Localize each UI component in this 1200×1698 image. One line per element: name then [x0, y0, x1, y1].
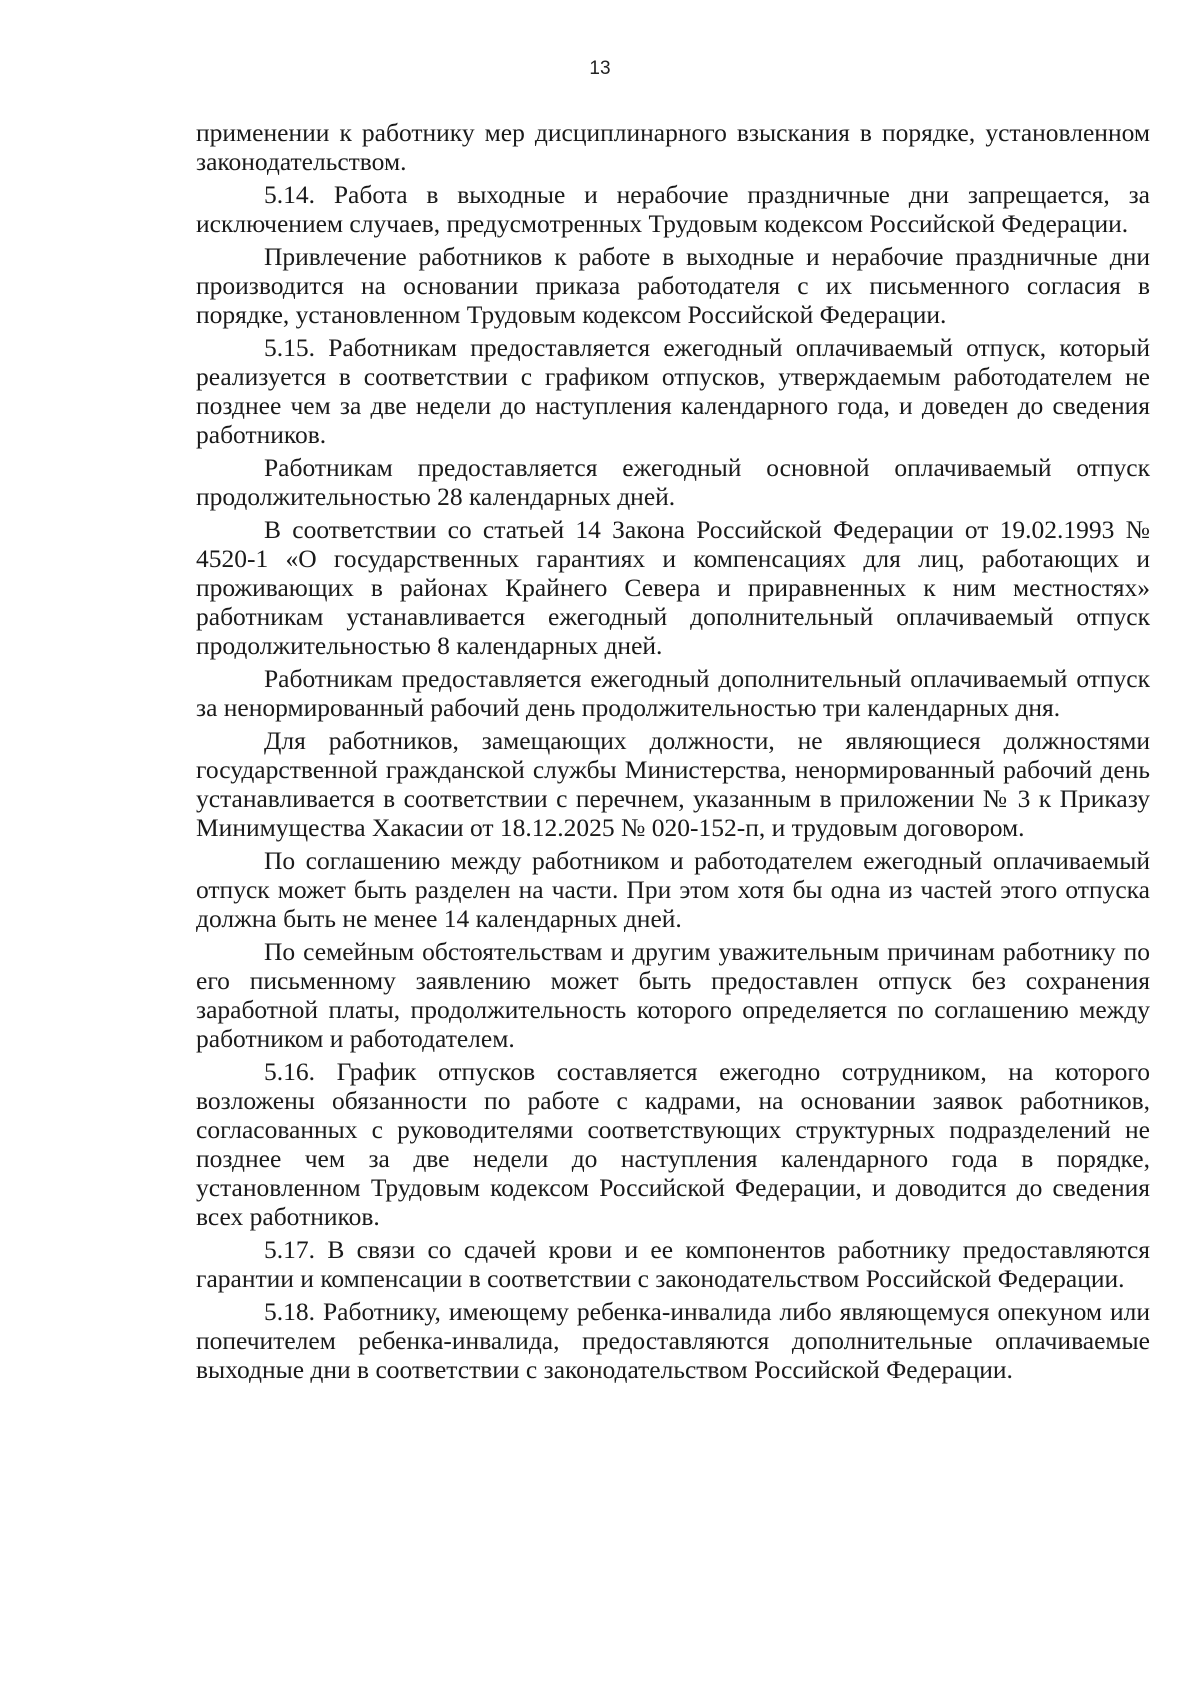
paragraph: В соответствии со статьей 14 Закона Российской Федерации от 19.02.1993 № 4520-1 «О государственных гарантиях и компенсациях для лиц, работающих и проживающих в районах Крайнего Севера и приравненных к ним местностях» работникам устанавливается ежегодный дополнительный оплачиваемый отпуск продолжительностью 8 календарных дней. [196, 515, 1150, 660]
paragraph: По семейным обстоятельствам и другим уважительным причинам работнику по его письменному заявлению может быть предоставлен отпуск без сохранения заработной платы, продолжительность которого определяется по соглашению между работником и работодателем. [196, 937, 1150, 1053]
paragraph: 5.17. В связи со сдачей крови и ее компонентов работнику предоставляются гарантии и компенсации в соответствии с законодательством Российской Федерации. [196, 1235, 1150, 1293]
paragraph: 5.18. Работнику, имеющему ребенка-инвалида либо являющемуся опекуном или попечителем ребенка-инвалида, предоставляются дополнительные оплачиваемые выходные дни в соответствии с законодательством Российской Федерации. [196, 1297, 1150, 1384]
document-body [196, 118, 1150, 1388]
paragraph: Привлечение работников к работе в выходные и нерабочие праздничные дни производится на основании приказа работодателя с их письменного согласия в порядке, установленном Трудовым кодексом Российской Федерации. [196, 242, 1150, 329]
paragraph: применении к работнику мер дисциплинарного взыскания в порядке, установленном законодательством. [196, 118, 1150, 176]
paragraph: 5.14. Работа в выходные и нерабочие праздничные дни запрещается, за исключением случаев, предусмотренных Трудовым кодексом Российской Федерации. [196, 180, 1150, 238]
page-number: 13 [589, 58, 611, 79]
paragraph: По соглашению между работником и работодателем ежегодный оплачиваемый отпуск может быть разделен на части. При этом хотя бы одна из частей этого отпуска должна быть не менее 14 календарных дней. [196, 846, 1150, 933]
paragraph: Работникам предоставляется ежегодный основной оплачиваемый отпуск продолжительностью 28 календарных дней. [196, 453, 1150, 511]
paragraph: 5.15. Работникам предоставляется ежегодный оплачиваемый отпуск, который реализуется в соответствии с графиком отпусков, утверждаемым работодателем не позднее чем за две недели до наступления календарного года, и доведен до сведения работников. [196, 333, 1150, 449]
paragraph: 5.16. График отпусков составляется ежегодно сотрудником, на которого возложены обязанности по работе с кадрами, на основании заявок работников, согласованных с руководителями соответствующих структурных подразделений не позднее чем за две недели до наступления календарного года в порядке, установленном Трудовым кодексом Российской Федерации, и доводится до сведения всех работников. [196, 1057, 1150, 1231]
paragraph: Работникам предоставляется ежегодный дополнительный оплачиваемый отпуск за ненормированный рабочий день продолжительностью три календарных дня. [196, 664, 1150, 722]
paragraph: Для работников, замещающих должности, не являющиеся должностями государственной гражданской службы Министерства, ненормированный рабочий день устанавливается в соответствии с перечнем, указанным в приложении № 3 к Приказу Минимущества Хакасии от 18.12.2025 № 020-152-п, и трудовым договором. [196, 726, 1150, 842]
